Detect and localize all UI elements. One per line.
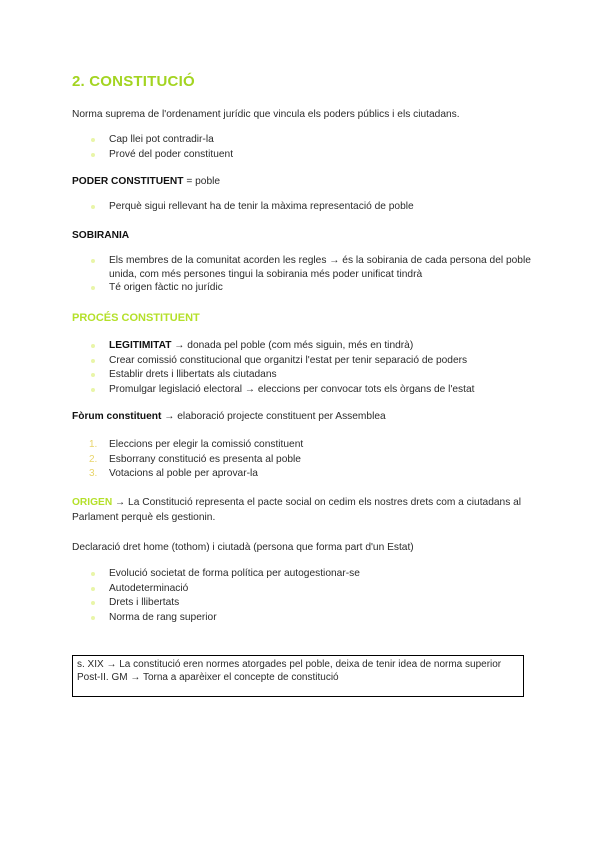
section-heading: 2. CONSTITUCIÓ bbox=[72, 73, 195, 90]
forum-text: → elaboració projecte constituent per Assemblea bbox=[161, 411, 386, 422]
origen-label: ORIGEN bbox=[72, 497, 113, 508]
step-text: Esborrany constitució es presenta al poble bbox=[109, 453, 301, 465]
origen-paragraph bbox=[72, 496, 532, 525]
origen-text: → La Constitució representa el pacte social on cedim els nostres drets com a ciutadans al Parlament perquè els gestionin. bbox=[72, 497, 522, 523]
list-item: Té origen fàctic no jurídic bbox=[72, 281, 532, 296]
list-item bbox=[72, 453, 532, 468]
list-declaracio bbox=[72, 567, 532, 625]
poder-constituent-label: PODER CONSTITUENT bbox=[72, 176, 184, 187]
legitimitat-text: → donada pel poble (com més siguin, més en tindrà) bbox=[171, 340, 414, 351]
sobirania-heading bbox=[72, 229, 129, 243]
list-item: Drets i llibertats bbox=[72, 596, 532, 611]
list-item: Crear comissió constitucional que organitzi l'estat per tenir separació de poders bbox=[72, 354, 532, 369]
list-item: Els membres de la comunitat acorden les regles → és la sobirania de cada persona del poble unida, com més persones tingui la sobirania més poder unificat tindrà bbox=[72, 254, 532, 281]
list-item: Norma de rang superior bbox=[72, 611, 532, 626]
step-text: Votacions al poble per aprovar-la bbox=[109, 468, 258, 479]
poder-constituent-line bbox=[72, 175, 220, 189]
intro-paragraph: Norma suprema de l'ordenament jurídic que vincula els poders públics i els ciutadans. bbox=[72, 109, 460, 120]
list-item: Establir drets i llibertats als ciutadans bbox=[72, 368, 532, 383]
proces-label: PROCÉS CONSTITUENT bbox=[72, 312, 200, 324]
history-note-postwar: Post-II. GM → Torna a aparèixer el concepte de constitució bbox=[77, 671, 339, 683]
step-text: Eleccions per elegir la comissió constituent bbox=[109, 439, 304, 450]
list-forum-steps bbox=[72, 438, 532, 482]
list-sobirania bbox=[72, 254, 532, 296]
history-note-xix: s. XIX → La constitució eren normes atorgades pel poble, deixa de tenir idea de norma superior bbox=[77, 659, 502, 670]
sobirania-label: SOBIRANIA bbox=[72, 230, 130, 241]
proces-constituent-heading bbox=[72, 311, 200, 325]
declaracio-line: Declaració dret home (tothom) i ciutadà (persona que forma part d'un Estat) bbox=[72, 542, 414, 553]
forum-line bbox=[72, 410, 386, 424]
list-item: Cap llei pot contradir-la bbox=[72, 133, 532, 148]
history-note-box bbox=[72, 655, 524, 697]
list-norma bbox=[72, 133, 532, 162]
step-number: 2. bbox=[89, 453, 98, 465]
forum-label: Fòrum constituent bbox=[72, 411, 162, 422]
list-item: Autodeterminació bbox=[72, 582, 532, 597]
step-number: 3. bbox=[89, 468, 98, 479]
list-item bbox=[72, 467, 532, 482]
step-number: 1. bbox=[89, 439, 98, 450]
list-item bbox=[72, 438, 532, 453]
list-item: Promulgar legislació electoral → eleccions per convocar tots els òrgans de l'estat bbox=[72, 383, 532, 398]
list-item bbox=[72, 339, 532, 354]
list-proces bbox=[72, 339, 532, 397]
list-poder bbox=[72, 200, 532, 215]
legitimitat-label: LEGITIMITAT bbox=[109, 340, 172, 351]
list-item: Perquè sigui rellevant ha de tenir la màxima representació de poble bbox=[72, 200, 532, 215]
poder-constituent-text: = poble bbox=[183, 176, 221, 187]
list-item: Evolució societat de forma política per autogestionar-se bbox=[72, 567, 532, 582]
list-item: Prové del poder constituent bbox=[72, 148, 532, 163]
